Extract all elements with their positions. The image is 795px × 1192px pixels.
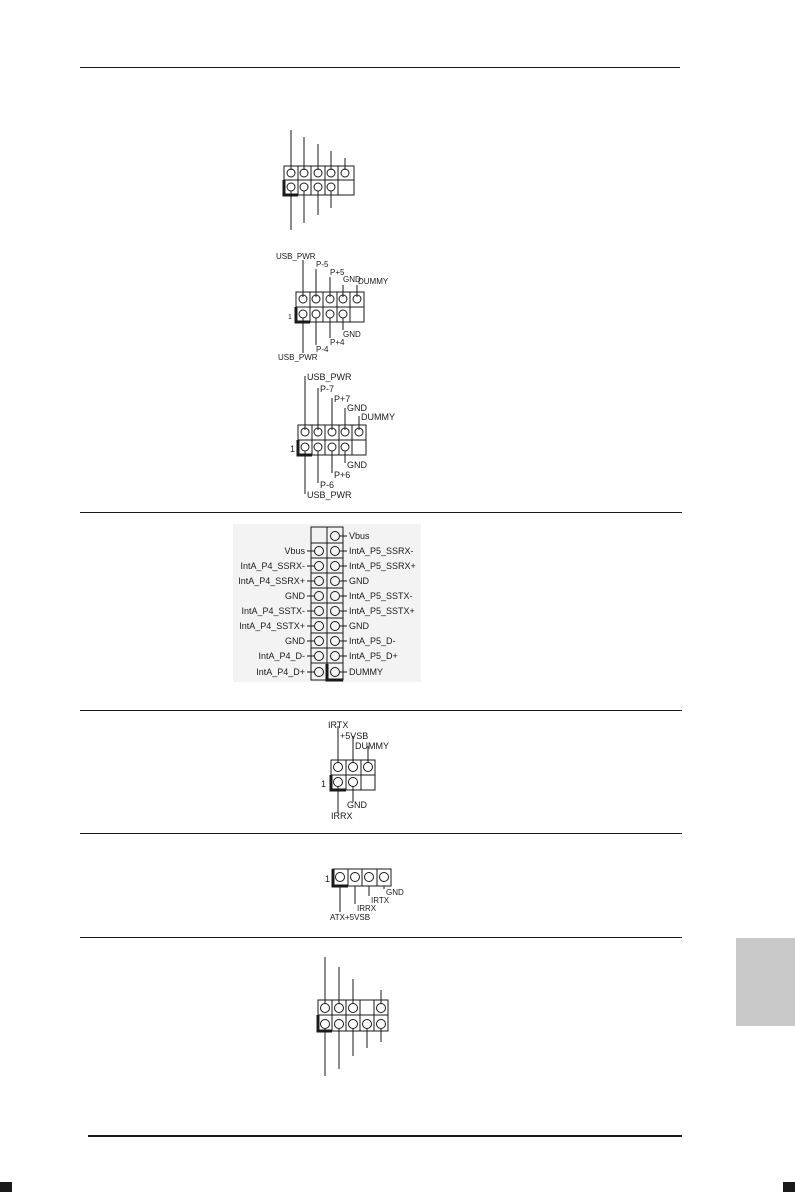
usb3-left-label-6: IntA_P4_SSTX+ bbox=[239, 621, 305, 631]
label-irrx: IRRX bbox=[357, 904, 377, 913]
label-gnd: GND bbox=[347, 800, 367, 810]
label-p-plus-top: P+5 bbox=[330, 268, 345, 277]
usb3-right-label-8: IntA_P5_D+ bbox=[349, 651, 398, 661]
usb3-left-label-3: IntA_P4_SSRX+ bbox=[238, 576, 305, 586]
label-gnd-bottom: GND bbox=[343, 330, 361, 339]
usb3-right-label-1: IntA_P5_SSRX- bbox=[349, 546, 414, 556]
usb3-left-label-1: Vbus bbox=[284, 546, 305, 556]
label-usb-pwr-top: USB_PWR bbox=[307, 372, 352, 382]
label-dummy: DUMMY bbox=[355, 741, 389, 751]
label-p-minus-bottom: P-6 bbox=[320, 480, 335, 490]
label-irtx: IRTX bbox=[328, 720, 349, 730]
header-rule bbox=[80, 67, 680, 68]
ir-header-diagram bbox=[318, 716, 408, 822]
usb3-left-label-8: IntA_P4_D- bbox=[258, 651, 305, 661]
usb2-header-b-diagram bbox=[270, 245, 400, 365]
label-gnd-top: GND bbox=[347, 403, 367, 413]
crop-mark-right bbox=[783, 1182, 795, 1192]
label-usb-pwr-top: USB_PWR bbox=[276, 252, 316, 261]
label-p-minus-bottom: P-4 bbox=[316, 345, 329, 354]
pin1-label: 1 bbox=[325, 874, 331, 884]
usb3-right-label-4: IntA_P5_SSTX- bbox=[349, 591, 413, 601]
usb3-left-label-4: GND bbox=[285, 591, 305, 601]
usb3-left-label-9: IntA_P4_D+ bbox=[256, 667, 305, 677]
usb3-left-label-7: GND bbox=[285, 636, 305, 646]
crop-mark-left bbox=[0, 1182, 12, 1192]
usb2-header-a-diagram bbox=[270, 125, 370, 235]
language-side-tab bbox=[736, 938, 795, 1026]
label-p-minus-top: P-5 bbox=[316, 260, 329, 269]
pin1-label: 1 bbox=[288, 314, 292, 321]
label-usb-pwr-bottom: USB_PWR bbox=[278, 353, 318, 362]
label-dummy-top: DUMMY bbox=[361, 412, 395, 422]
label-dummy-top: DUMMY bbox=[358, 277, 389, 286]
usb3-right-label-vbus: Vbus bbox=[349, 531, 370, 541]
usb3-right-label-9: DUMMY bbox=[349, 667, 383, 677]
label-gnd-bottom: GND bbox=[347, 460, 367, 470]
label-p-minus-top: P-7 bbox=[320, 384, 335, 394]
section-divider-4 bbox=[80, 937, 682, 938]
label-usb-pwr-bottom: USB_PWR bbox=[307, 490, 352, 500]
usb3-right-label-6: GND bbox=[349, 621, 369, 631]
section-divider-3 bbox=[80, 833, 682, 834]
usb3-right-label-3: GND bbox=[349, 576, 369, 586]
label-atx-5vsb: ATX+5VSB bbox=[330, 913, 371, 922]
section-divider-2 bbox=[80, 710, 682, 711]
label-gnd-top: GND bbox=[343, 275, 361, 284]
usb3-right-label-2: IntA_P5_SSRX+ bbox=[349, 561, 416, 571]
usb3-right-label-5: IntA_P5_SSTX+ bbox=[349, 606, 415, 616]
label-p-plus-top: P+7 bbox=[334, 394, 351, 404]
cir-header-diagram bbox=[320, 864, 410, 926]
label-gnd: GND bbox=[386, 888, 404, 897]
label-5vsb: +5VSB bbox=[340, 731, 369, 741]
usb2-header-c-diagram bbox=[280, 368, 410, 503]
label-p-plus-bottom: P+4 bbox=[330, 338, 345, 347]
usb3-left-label-5: IntA_P4_SSTX- bbox=[241, 606, 305, 616]
usb3-right-label-7: IntA_P5_D- bbox=[349, 636, 396, 646]
footer-rule bbox=[88, 1135, 682, 1137]
pin1-label: 1 bbox=[290, 444, 296, 454]
pin1-label: 1 bbox=[321, 779, 327, 789]
audio-header-diagram bbox=[310, 952, 400, 1082]
label-irrx: IRRX bbox=[331, 811, 353, 821]
usb3-left-label-2: IntA_P4_SSRX- bbox=[240, 561, 305, 571]
label-irtx: IRTX bbox=[371, 896, 390, 905]
label-p-plus-bottom: P+6 bbox=[334, 470, 351, 480]
usb3-header-diagram bbox=[233, 524, 423, 684]
section-divider-1 bbox=[80, 512, 682, 513]
